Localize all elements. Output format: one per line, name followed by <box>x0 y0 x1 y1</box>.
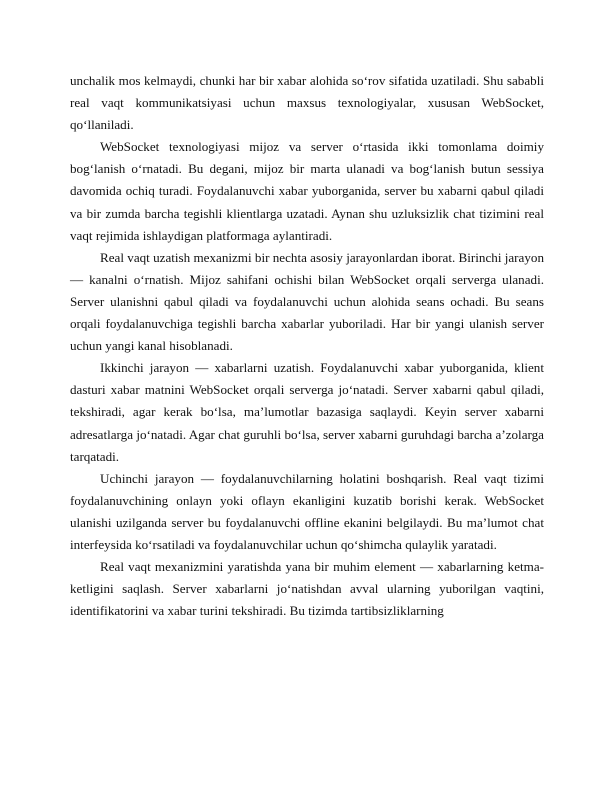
paragraph-1: unchalik mos kelmaydi, chunki har bir xabar alohida so‘rov sifatida uzatiladi. Shu sababli real vaqt kommunikatsiyasi uchun maxsus texnologiyalar, xususan WebSocket, qo‘llaniladi. <box>70 73 544 133</box>
paragraph-2: WebSocket texnologiyasi mijoz va server o‘rtasida ikki tomonlama doimiy bog‘lanish o‘rnatadi. Bu degani, mijoz bir marta ulanadi va bog‘lanish butun sessiya davomida ochiq turadi. Foydalanuvchi xabar yuborganida, server bu xabarni qabul qiladi va bir zumda barcha tegishli klientlarga uzatadi. Aynan shu uzluksizlik chat tizimini real vaqt rejimida ishlaydigan platformaga aylantiradi. <box>70 139 544 243</box>
paragraph-4: Ikkinchi jarayon — xabarlarni uzatish. Foydalanuvchi xabar yuborganida, klient dasturi xabar matnini WebSocket orqali serverga jo‘natadi. Server xabarni qabul qiladi, tekshiradi, agar kerak bo‘lsa, ma’lumotlar bazasiga saqlaydi. Keyin server xabarni adresatlarga jo‘natadi. Agar chat guruhli bo‘lsa, server xabarni guruhdagi barcha a’zolarga tarqatadi. <box>70 360 544 464</box>
document-page <box>70 70 544 622</box>
paragraph-5: Uchinchi jarayon — foydalanuvchilarning holatini boshqarish. Real vaqt tizimi foydalanuvchining onlayn yoki oflayn ekanligini kuzatib borishi kerak. WebSocket ulanishi uzilganda server bu foydalanuvchi offline ekanini belgilaydi. Bu ma’lumot chat interfeysida ko‘rsatiladi va foydalanuvchilar uchun qo‘shimcha qulaylik yaratadi. <box>70 470 544 552</box>
paragraph-6: Real vaqt mexanizmini yaratishda yana bir muhim element — xabarlarning ketma-ketligini saqlash. Server xabarlarni jo‘natishdan avval ularning yuborilgan vaqtini, identifikatorini va xabar turini tekshiradi. Bu tizimda tartibsizliklarning <box>70 559 544 619</box>
paragraph-3: Real vaqt uzatish mexanizmi bir nechta asosiy jarayonlardan iborat. Birinchi jarayon — kanalni o‘rnatish. Mijoz sahifani ochishi bilan WebSocket orqali serverga ulanadi. Server ulanishni qabul qiladi va foydalanuvchi uchun alohida seans ochadi. Bu seans orqali foydalanuvchiga tegishli barcha xabarlar yuboriladi. Har bir yangi ulanish server uchun yangi kanal hisoblanadi. <box>70 249 544 354</box>
